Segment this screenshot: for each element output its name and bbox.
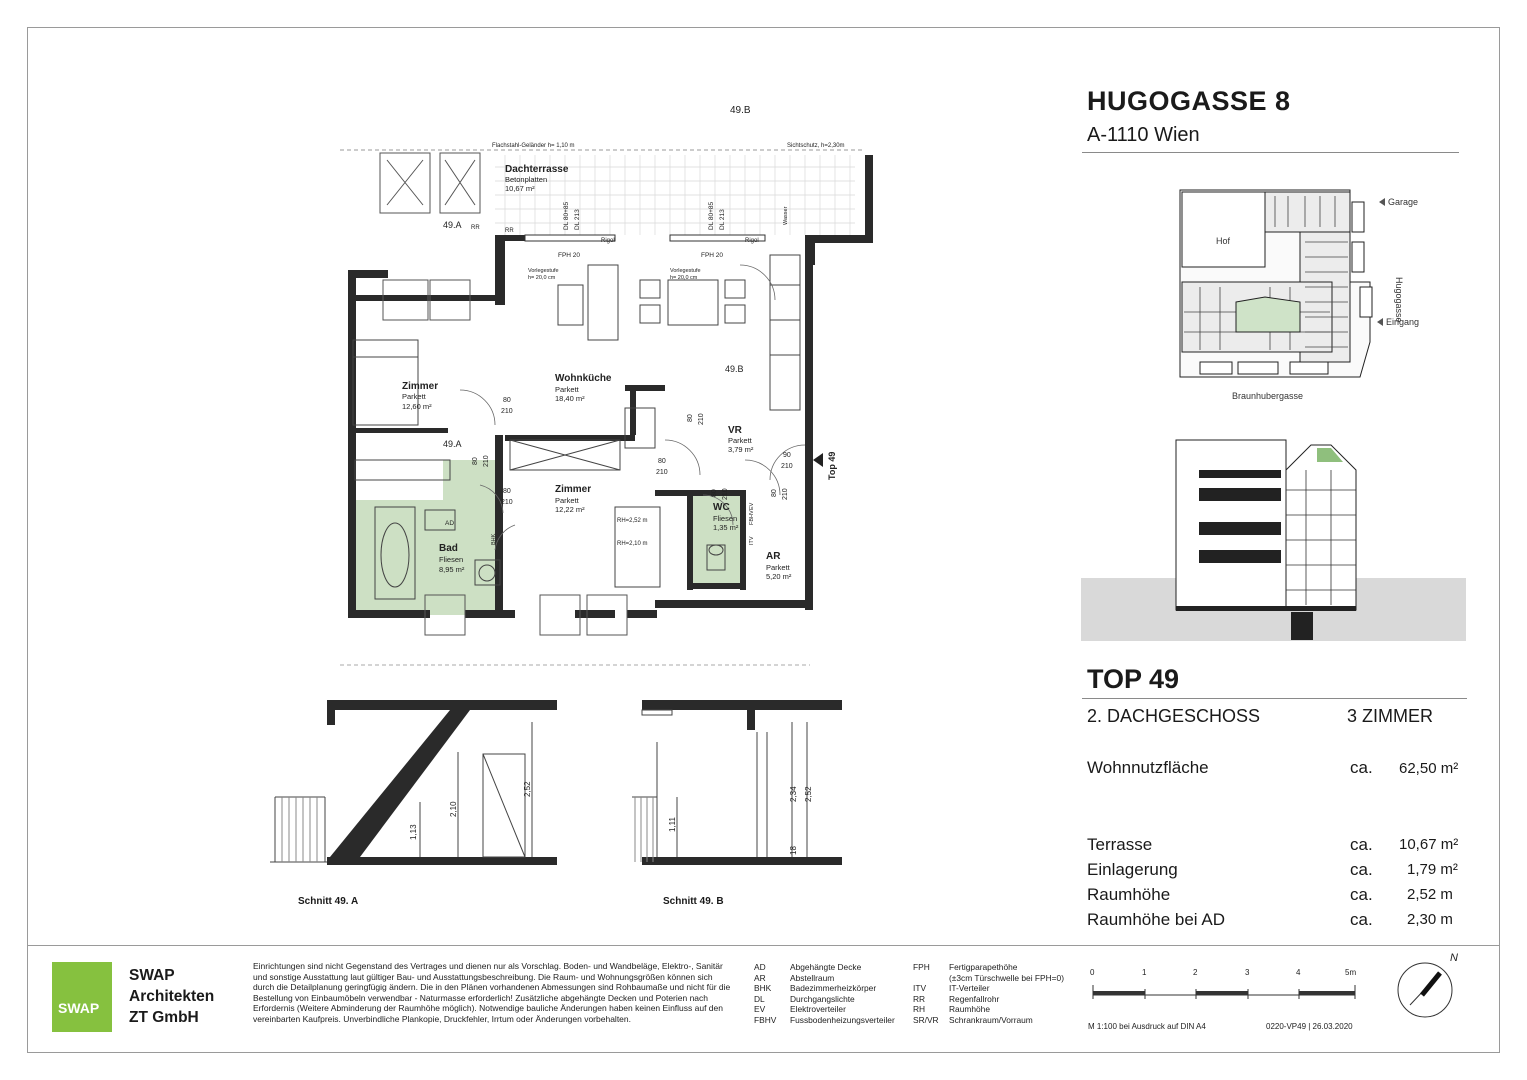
area-value: 1,79 m²: [1407, 861, 1458, 878]
door-width: 80: [771, 489, 778, 497]
section-a-marker: 49.A: [443, 439, 462, 449]
door-height: 210: [656, 469, 668, 476]
door-width: 80: [472, 457, 479, 465]
unit-floor: 2. DACHGESCHOSS: [1087, 706, 1261, 726]
room-name: Zimmer: [402, 381, 439, 392]
room-name: VR: [728, 425, 742, 436]
project-address: A-1110 Wien: [1087, 124, 1200, 146]
section-a-caption: Schnitt 49. A: [298, 896, 359, 907]
scale-tick: 1: [1142, 968, 1147, 977]
ev-label: EV: [749, 502, 755, 510]
area-ca: ca.: [1350, 910, 1373, 929]
legend-right: FPH Fertigparapethöhe (±3cm Türschwelle bei FPH=0) ITV IT-Verteiler RR Regenfallrohr RH Raumhöhe SR/VR Schrankraum/Vorraum: [913, 962, 1064, 1025]
section-b-caption: Schnitt 49. B: [663, 896, 724, 907]
dl-label: DL 80+85: [563, 201, 570, 230]
area-ca: ca.: [1350, 835, 1373, 854]
room-name: Wohnküche: [555, 373, 612, 384]
privacy-note: Sichtschutz, h=2,30m: [787, 143, 845, 149]
room-finish: Fliesen: [713, 514, 738, 523]
terrace-finish: Betonplatten: [505, 175, 548, 184]
rigol-label: Rigol: [745, 238, 759, 244]
vorlegestufe-label: Vorlegestufe: [528, 268, 559, 274]
scale-tick: 4: [1296, 968, 1301, 977]
rr-label: RR: [471, 225, 480, 231]
dl-label: DL 213: [719, 209, 726, 230]
site-garage-label: Garage: [1388, 197, 1419, 207]
scale-tick: 5m: [1345, 968, 1357, 977]
building-section: [1081, 430, 1466, 642]
section-a-marker-top: 49.A: [443, 220, 462, 230]
vorlegestufe-label: Vorlegestufe: [670, 268, 701, 274]
room-finish: Parkett: [555, 385, 579, 394]
room-area: 18,40 m²: [555, 394, 585, 403]
terrace-name: Dachterrasse: [505, 164, 569, 175]
section-b-dim: 2,34: [789, 786, 798, 802]
disclaimer-text: Einrichtungen sind nicht Gegenstand des Vertrages und dienen nur als Vorschlag. Boden- und Wandbeläge, Elektro-, Sanitär und sonstige Ausstattung laut gültiger Bau- und Ausstattungsbeschreibung. Die Raum- und Wohnungsgrößen können sich durch die Detailplanung geringfügig ändern. Die in den Plänen vorhandenen Abmessungen sind Rohbaumaße und nicht für die Bestellung von Einbaumöbeln verwendbar - Naturmasse erforderlich! Zusätzliche abgehängte Decken und Poterien nach Erfordernis (Weitere Abminderung der Raumhöhe möglich). Notwendige bauliche Änderungen haben keinen Einfluss auf den vereinbarten Kaufpreis. Unverbindliche Plankopie, Druckfehler, Irrtum oder Änderungen vorbehalten.: [253, 961, 731, 1024]
rr-label: RR: [505, 228, 514, 234]
room-finish: Fliesen: [439, 555, 464, 564]
area-value: 10,67 m²: [1399, 836, 1459, 853]
floor-plan: [335, 95, 875, 675]
door-height: 210: [722, 488, 729, 500]
north-label: N: [1450, 952, 1458, 964]
wasser-label: Wasser: [783, 206, 789, 225]
area-label: Raumhöhe: [1087, 885, 1171, 904]
room-finish: Parkett: [402, 392, 426, 401]
company-logo: SWAP: [52, 962, 112, 1032]
north-arrow-icon: [1390, 945, 1470, 1025]
dl-label: DL 80+85: [708, 201, 715, 230]
footer-rule: [27, 945, 1500, 946]
area-ca: ca.: [1350, 885, 1373, 904]
room-area: 8,95 m²: [439, 565, 465, 574]
site-street-bottom-label: Braunhubergasse: [1232, 391, 1304, 401]
section-a-dim: 2,10: [449, 801, 458, 817]
unit-number: TOP 49: [1087, 664, 1180, 694]
site-plan: [1170, 182, 1450, 407]
door-height: 210: [501, 499, 513, 506]
unit-entry-tag: Top 49: [827, 451, 837, 480]
area-value: 2,52 m: [1407, 886, 1453, 903]
door-height: 210: [782, 488, 789, 500]
area-value: 62,50 m²: [1399, 760, 1459, 777]
site-eingang-label: Eingang: [1386, 317, 1420, 327]
section-b-dim: 1,11: [668, 817, 677, 832]
room-finish: Parkett: [766, 563, 790, 572]
room-area: 12,60 m²: [402, 402, 432, 411]
area-value: 2,30 m: [1407, 911, 1453, 928]
section-a-drawing: [270, 692, 570, 892]
area-ca: ca.: [1350, 860, 1373, 879]
door-height: 210: [781, 463, 793, 470]
dl-label: DL 213: [574, 209, 581, 230]
header-rule: [1082, 152, 1459, 153]
room-name: AR: [766, 551, 781, 562]
vorlegestufe-height: h= 20,0 cm: [528, 275, 556, 281]
plan-reference: 0220-VP49 | 26.03.2020: [1266, 1022, 1353, 1031]
itv-label: ITV: [749, 536, 755, 545]
section-b-dim: 18: [789, 846, 798, 855]
scale-note: M 1:100 bei Ausdruck auf DIN A4: [1088, 1022, 1206, 1031]
room-finish: Parkett: [728, 436, 752, 445]
section-a-dim: 1,13: [409, 824, 418, 840]
legend-left: AD Abgehängte Decke AR Abstellraum BHK Badezimmerheizkörper DL Durchgangslichte EV Elektroverteiler FBHV Fussbodenheizungsverteiler: [754, 962, 895, 1025]
room-name: Bad: [439, 543, 458, 554]
door-width: 90: [783, 452, 791, 459]
door-width: 80: [711, 489, 718, 497]
site-street-side-label: Hugogasse: [1394, 277, 1404, 323]
fbhv-label: FBHV: [749, 510, 755, 525]
project-title: HUGOGASSE 8: [1087, 86, 1291, 116]
section-b-drawing: [632, 692, 852, 892]
area-ca: ca.: [1350, 758, 1373, 777]
scale-tick: 3: [1245, 968, 1250, 977]
room-area: 1,35 m²: [713, 523, 739, 532]
room-name: Zimmer: [555, 484, 592, 495]
section-b-dim: 2,52: [804, 786, 813, 802]
scale-tick: 0: [1090, 968, 1095, 977]
section-b-marker-top: 49.B: [730, 105, 751, 116]
area-label: Einlagerung: [1087, 860, 1178, 879]
room-area: 5,20 m²: [766, 572, 792, 581]
site-hof-label: Hof: [1216, 236, 1231, 246]
door-width: 80: [503, 488, 511, 495]
scale-tick: 2: [1193, 968, 1198, 977]
fph-label: FPH 20: [701, 252, 724, 259]
door-width: 80: [503, 397, 511, 404]
company-name: SWAP Architekten ZT GmbH: [129, 967, 215, 1026]
ad-label: AD: [445, 520, 455, 527]
area-label: Raumhöhe bei AD: [1087, 910, 1225, 929]
room-finish: Parkett: [555, 496, 579, 505]
area-label: Terrasse: [1087, 835, 1153, 854]
scale-bar: [1085, 965, 1375, 1005]
section-b-marker: 49.B: [725, 364, 744, 374]
door-width: 80: [687, 414, 694, 422]
room-area: 12,22 m²: [555, 505, 585, 514]
rigol-label: Rigol: [601, 238, 615, 244]
terrace-area: 10,67 m²: [505, 184, 535, 193]
fph-label: FPH 20: [558, 252, 581, 259]
door-width: 80: [658, 458, 666, 465]
section-a-dim: 2,52: [523, 781, 532, 797]
bhk-label: BHK: [491, 533, 497, 545]
room-height-label: RH=2,10 m: [617, 541, 648, 547]
room-height-label: RH=2,52 m: [617, 518, 648, 524]
room-area: 3,79 m²: [728, 445, 754, 454]
unit-rooms: 3 ZIMMER: [1347, 706, 1434, 726]
door-height: 210: [698, 413, 705, 425]
door-height: 210: [501, 408, 513, 415]
unit-rule: [1082, 698, 1467, 699]
area-label: Wohnnutzfläche: [1087, 758, 1209, 777]
door-height: 210: [483, 455, 490, 467]
room-name: WC: [713, 502, 730, 513]
railing-note: Flachstahl-Geländer h= 1,10 m: [492, 143, 575, 149]
vorlegestufe-height: h= 20,0 cm: [670, 275, 698, 281]
